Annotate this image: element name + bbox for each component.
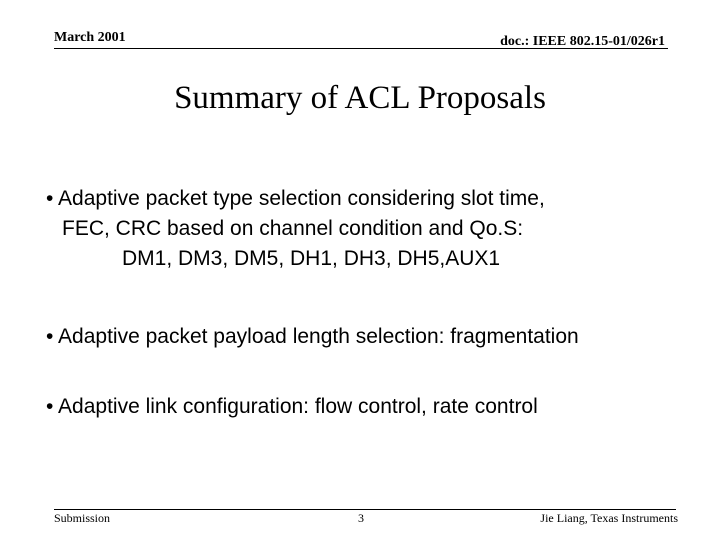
bullet-line: • Adaptive link configuration: flow control, rate control xyxy=(46,395,538,418)
bullet-packet-type xyxy=(46,184,545,274)
page-number: 3 xyxy=(358,511,364,525)
bullet-packet-list: DM1, DM3, DM5, DH1, DH3, DH5,AUX1 xyxy=(122,247,501,270)
slide-title: Summary of ACL Proposals xyxy=(174,80,546,116)
bullet-link-configuration xyxy=(46,392,538,422)
header-date: March 2001 xyxy=(54,30,126,45)
bullet-line: • Adaptive packet type selection considering slot time, xyxy=(46,187,545,210)
header-doc-id: doc.: IEEE 802.15-01/026r1 xyxy=(500,34,665,49)
bullet-line: • Adaptive packet payload length selection: fragmentation xyxy=(46,325,579,348)
footer-submission: Submission xyxy=(54,511,111,525)
bullet-continuation: FEC, CRC based on channel condition and Qo.S: xyxy=(62,217,524,240)
header-rule xyxy=(54,48,668,49)
footer-rule xyxy=(54,509,676,510)
footer-author: Jie Liang, Texas Instruments xyxy=(540,511,678,525)
bullet-payload-length xyxy=(46,322,579,352)
